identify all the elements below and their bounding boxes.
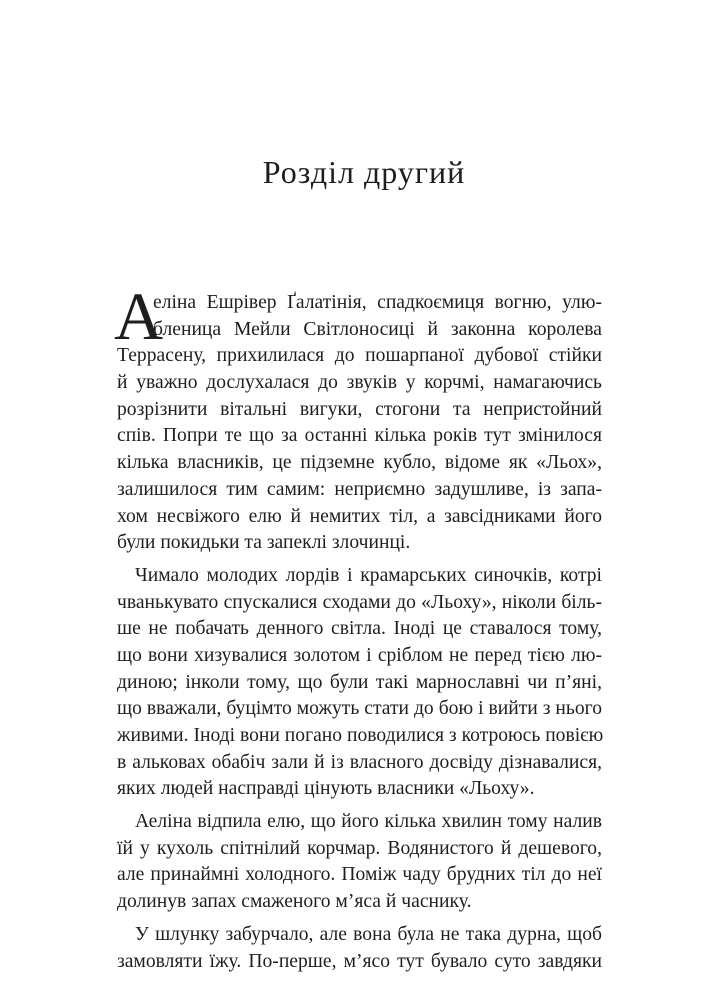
text-line: хом несвіжого елю й немитих тіл, а завсідниками його	[117, 505, 602, 527]
text-line: й уважно дослухалася до звуків у корчмі, намагаючись	[117, 372, 602, 394]
paragraph-2	[117, 563, 602, 803]
text-line: диною; інколи тому, що були такі марнославні чи п’яні,	[117, 671, 602, 693]
text-line: Чимало молодих лордів і крамарських синочків, котрі	[135, 564, 602, 586]
drop-cap: А	[114, 278, 164, 354]
text-line: У шлунку забурчало, але вона була не така дурна, щоб	[135, 923, 602, 945]
text-line: залишилося тим самим: неприємно задушливе, із запа-	[117, 478, 602, 500]
text-line: їй у кухоль спітнілий корчмар. Водянистого й дешевого,	[117, 837, 602, 859]
text-line: в альковах обабіч зали й із власного досвіду дізнавалися,	[117, 751, 602, 773]
text-line: що вважали, буцімто можуть стати до бою і вийти з нього	[117, 698, 602, 720]
text-line: кілька власників, це підземне кубло, відоме як «Льох»,	[117, 452, 602, 474]
text-line: бленица Мейли Світлоносиці й законна королева	[153, 318, 602, 340]
body-text	[114, 278, 604, 975]
chapter-title: Розділ другий	[262, 154, 466, 190]
text-line: замовляти їжу. По-перше, м’ясо тут бувало суто завдяки	[117, 950, 602, 972]
text-line: спів. Попри те що за останні кілька років тут змінилося	[117, 425, 602, 447]
paragraph-1	[114, 278, 602, 557]
text-line: Террасену, прихилилася до пошарпаної дубової стійки	[117, 345, 602, 367]
paragraph-3	[117, 809, 602, 916]
text-line: були покидьки та запеклі злочинці.	[117, 532, 411, 554]
text-line: живими. Іноді вони погано поводилися з котроюсь повією	[117, 725, 604, 746]
text-line: Аеліна відпила елю, що його кілька хвилин тому налив	[135, 811, 602, 833]
text-line: А еліна Ешрівер Ґалатінія, спадкоємиця вогню, улю-	[114, 278, 602, 354]
text-line: розрізнити вітальні вигуки, стогони та непристойний	[117, 398, 602, 420]
text-line: що вони хизувалися золотом і сріблом не перед тією лю-	[117, 644, 602, 666]
text-line: ше не побачать денного світла. Іноді це ставалося тому,	[117, 618, 602, 640]
text-line: але принаймні холодного. Поміж чаду брудних тіл до неї	[117, 864, 602, 886]
text-line: чванькувато спускалися сходами до «Льоху», ніколи біль-	[117, 591, 602, 613]
text-line: яких людей насправді цінують власники «Льоху».	[117, 778, 535, 800]
paragraph-4	[117, 922, 602, 975]
text-line: долинув запах смаженого м’яса й часнику.	[117, 891, 472, 913]
